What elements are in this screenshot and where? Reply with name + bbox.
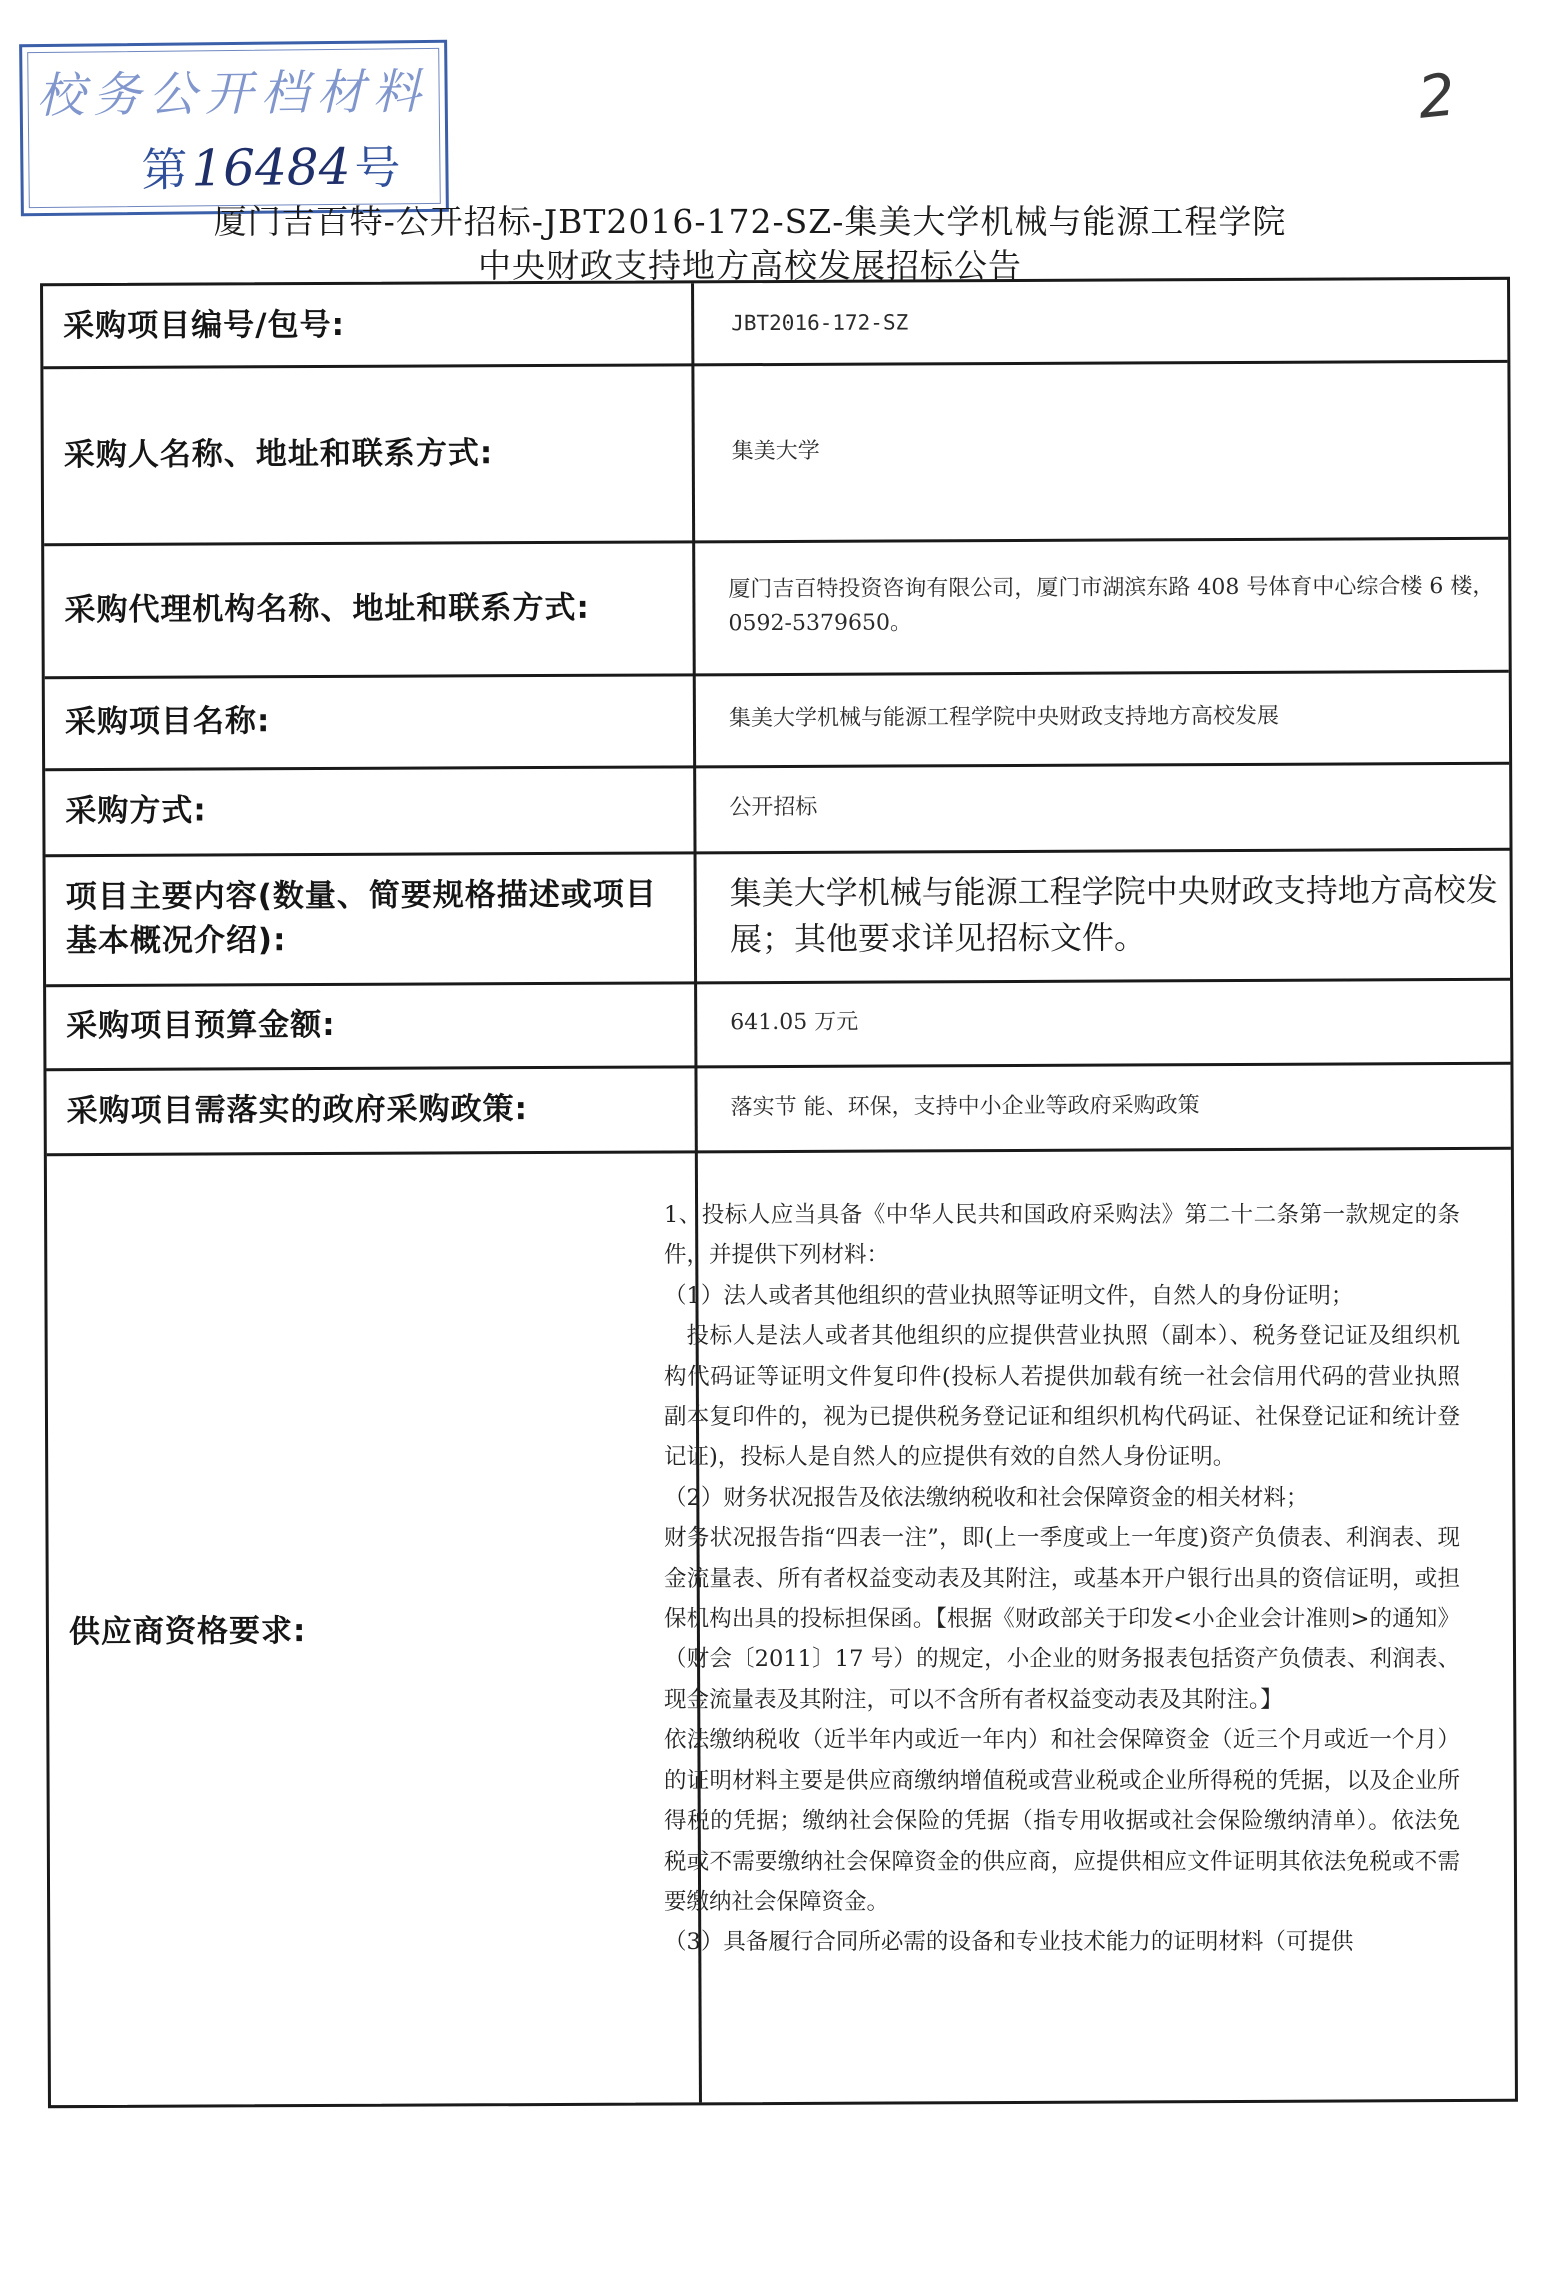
value-method: 公开招标 — [729, 794, 818, 821]
archive-stamp — [19, 40, 449, 216]
req-paragraph: 1、投标人应当具备《中华人民共和国政府采购法》第二十二条第一款规定的条件，并提供下列材料： — [664, 1202, 1460, 1269]
supplier-requirements — [664, 1195, 1460, 1963]
label-policy: 采购项目需落实的政府采购政策: — [66, 1090, 529, 1129]
label-project-no: 采购项目编号/包号: — [63, 306, 346, 345]
req-paragraph: 依法缴纳税收（近半年内或近一年内）和社会保障资金（近三个月或近一个月）的证明材料主要是供应商缴纳增值税或营业税或企业所得税的凭据，以及企业所得税的凭据；缴纳社会保险的凭据（指专用收据或社会保险缴纳清单）。依法免税或不需要缴纳社会保障资金的供应商，应提供相应文件证明其依法免税或不需要缴纳社会保障资金。 — [664, 1727, 1460, 1915]
label-budget: 采购项目预算金额: — [66, 1006, 336, 1045]
value-policy: 落实节 能、环保，支持中小企业等政府采购政策 — [730, 1092, 1200, 1120]
label-purchaser: 采购人名称、地址和联系方式: — [63, 434, 494, 473]
value-budget: 641.05 万元 — [730, 1009, 859, 1036]
req-paragraph: 投标人是法人或者其他组织的应提供营业执照（副本）、税务登记证及组织机构代码证等证明文件复印件(投标人若提供加载有统一社会信用代码的营业执照副本复印件的，视为已提供税务登记证和组织机构代码证、社保登记证和统计登记证)，投标人是自然人的应提供有效的自然人身份证明。 — [664, 1323, 1460, 1471]
stamp-title: 校务公开档材料 — [36, 63, 429, 125]
req-paragraph: 财务状况报告指“四表一注”，即(上一季度或上一年度)资产负债表、利润表、现金流量表、所有者权益变动表及其附注，或基本开户银行出具的资信证明，或担保机构出具的投标担保函。【根据《财政部关于印发<小企业会计准则>的通知》（财会〔2011〕17 号）的规定，小企业的财务报表包括资产负债表、利润表、现金流量表及其附注，可以不含所有者权益变动表及其附注。】 — [664, 1525, 1460, 1713]
stamp-number-line — [141, 131, 401, 200]
handwritten-page-number: 2 — [1414, 60, 1459, 132]
value-agency: 厦门吉百特投资咨询有限公司，厦门市湖滨东路 408 号体育中心综合楼 6 楼，0592-5379650。 — [728, 573, 1495, 636]
value-project-name: 集美大学机械与能源工程学院中央财政支持地方高校发展 — [728, 703, 1279, 732]
label-supplier: 供应商资格要求: — [68, 1613, 307, 1651]
stamp-number-suffix: 号 — [354, 140, 401, 195]
label-agency: 采购代理机构名称、地址和联系方式: — [64, 589, 590, 628]
value-content: 集美大学机械与能源工程学院中央财政支持地方高校发展；其他要求详见招标文件。 — [729, 870, 1498, 959]
stamp-number: 16484 — [191, 137, 351, 198]
req-paragraph: （3）具备履行合同所必需的设备和专业技术能力的证明材料（可提供 — [664, 1929, 1354, 1956]
value-purchaser: 集美大学 — [731, 438, 820, 464]
label-content: 项目主要内容(数量、简要规格描述或项目基本概况介绍): — [65, 876, 657, 960]
req-paragraph: （1）法人或者其他组织的营业执照等证明文件，自然人的身份证明； — [664, 1282, 1354, 1309]
stamp-number-prefix: 第 — [141, 142, 188, 197]
label-method: 采购方式: — [65, 792, 207, 830]
document-title-line1: 厦门吉百特-公开招标-JBT2016-172-SZ-集美大学机械与能源工程学院 — [213, 202, 1287, 241]
document-title-line2: 中央财政支持地方高校发展招标公告 — [478, 246, 1022, 285]
req-paragraph: （2）财务状况报告及依法缴纳税收和社会保障资金的相关材料； — [664, 1484, 1309, 1511]
value-project-no: JBT2016-172-SZ — [731, 310, 909, 336]
label-project-name: 采购项目名称: — [64, 703, 271, 741]
